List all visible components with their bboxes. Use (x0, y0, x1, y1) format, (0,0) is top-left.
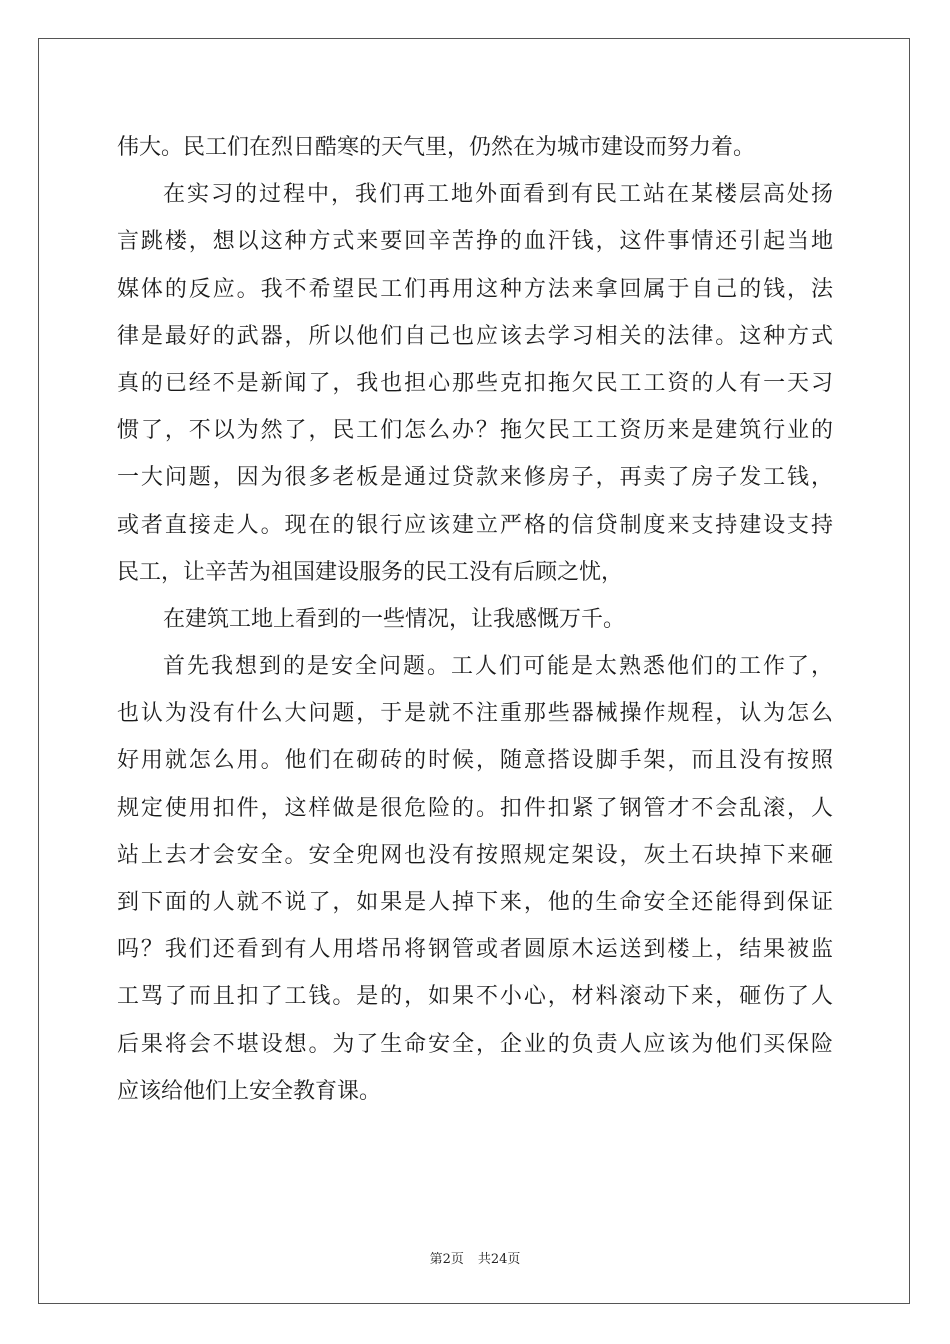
paragraph-line: 到下面的人就不说了，如果是人掉下来，他的生命安全还能得到保证 (117, 890, 833, 915)
paragraph-line: 在实习的过程中，我们再工地外面看到有民工站在某楼层高处扬 (163, 182, 833, 208)
paragraph-line: 站上去才会安全。安全兜网也没有按照规定架设，灰土石块掉下来砸 (117, 842, 833, 868)
paragraph-line: 应该给他们上安全教育课。 (117, 1078, 382, 1104)
paragraph-line: 也认为没有什么大问题，于是就不注重那些器械操作规程，认为怎么 (117, 701, 833, 727)
paragraph-line: 首先我想到的是安全问题。工人们可能是太熟悉他们的工作了， (163, 654, 833, 680)
paragraph-line: 媒体的反应。我不希望民工们再用这种方法来拿回属于自己的钱，法 (117, 276, 833, 302)
total-page-count: 共24页 (477, 1252, 521, 1267)
paragraph-line: 民工，让辛苦为祖国建设服务的民工没有后顾之忧， (117, 559, 624, 585)
current-page-number: 第2页 (429, 1252, 464, 1267)
paragraph-line: 真的已经不是新闻了，我也担心那些克扣拖欠民工工资的人有一天习 (117, 370, 833, 396)
document-body (117, 124, 833, 1115)
paragraph-line: 律是最好的武器，所以他们自己也应该去学习相关的法律。这种方式 (117, 323, 833, 349)
paragraph-line: 吗？我们还看到有人用塔吊将钢管或者圆原木运送到楼上，结果被监 (117, 937, 833, 963)
paragraph-line: 或者直接走人。现在的银行应该建立严格的信贷制度来支持建设支持 (117, 512, 833, 538)
paragraph-line: 言跳楼，想以这种方式来要回辛苦挣的血汗钱，这件事情还引起当地 (117, 229, 833, 255)
paragraph-line: 惯了，不以为然了，民工们怎么办？拖欠民工工资历来是建筑行业的 (117, 418, 833, 444)
paragraph-line: 好用就怎么用。他们在砌砖的时候，随意搭设脚手架，而且没有按照 (117, 748, 833, 774)
paragraph-line: 伟大。民工们在烈日酷寒的天气里，仍然在为城市建设而努力着。 (117, 135, 756, 160)
paragraph-line: 工骂了而且扣了工钱。是的，如果不小心，材料滚动下来，砸伤了人 (117, 984, 833, 1010)
page-footer (0, 1248, 950, 1267)
paragraph-line: 一大问题，因为很多老板是通过贷款来修房子，再卖了房子发工钱， (117, 465, 833, 491)
paragraph-line: 在建筑工地上看到的一些情况，让我感慨万千。 (163, 606, 626, 632)
paragraph-line: 后果将会不堪设想。为了生命安全，企业的负责人应该为他们买保险 (117, 1031, 833, 1057)
paragraph-line: 规定使用扣件，这样做是很危险的。扣件扣紧了钢管才不会乱滚，人 (117, 795, 833, 821)
